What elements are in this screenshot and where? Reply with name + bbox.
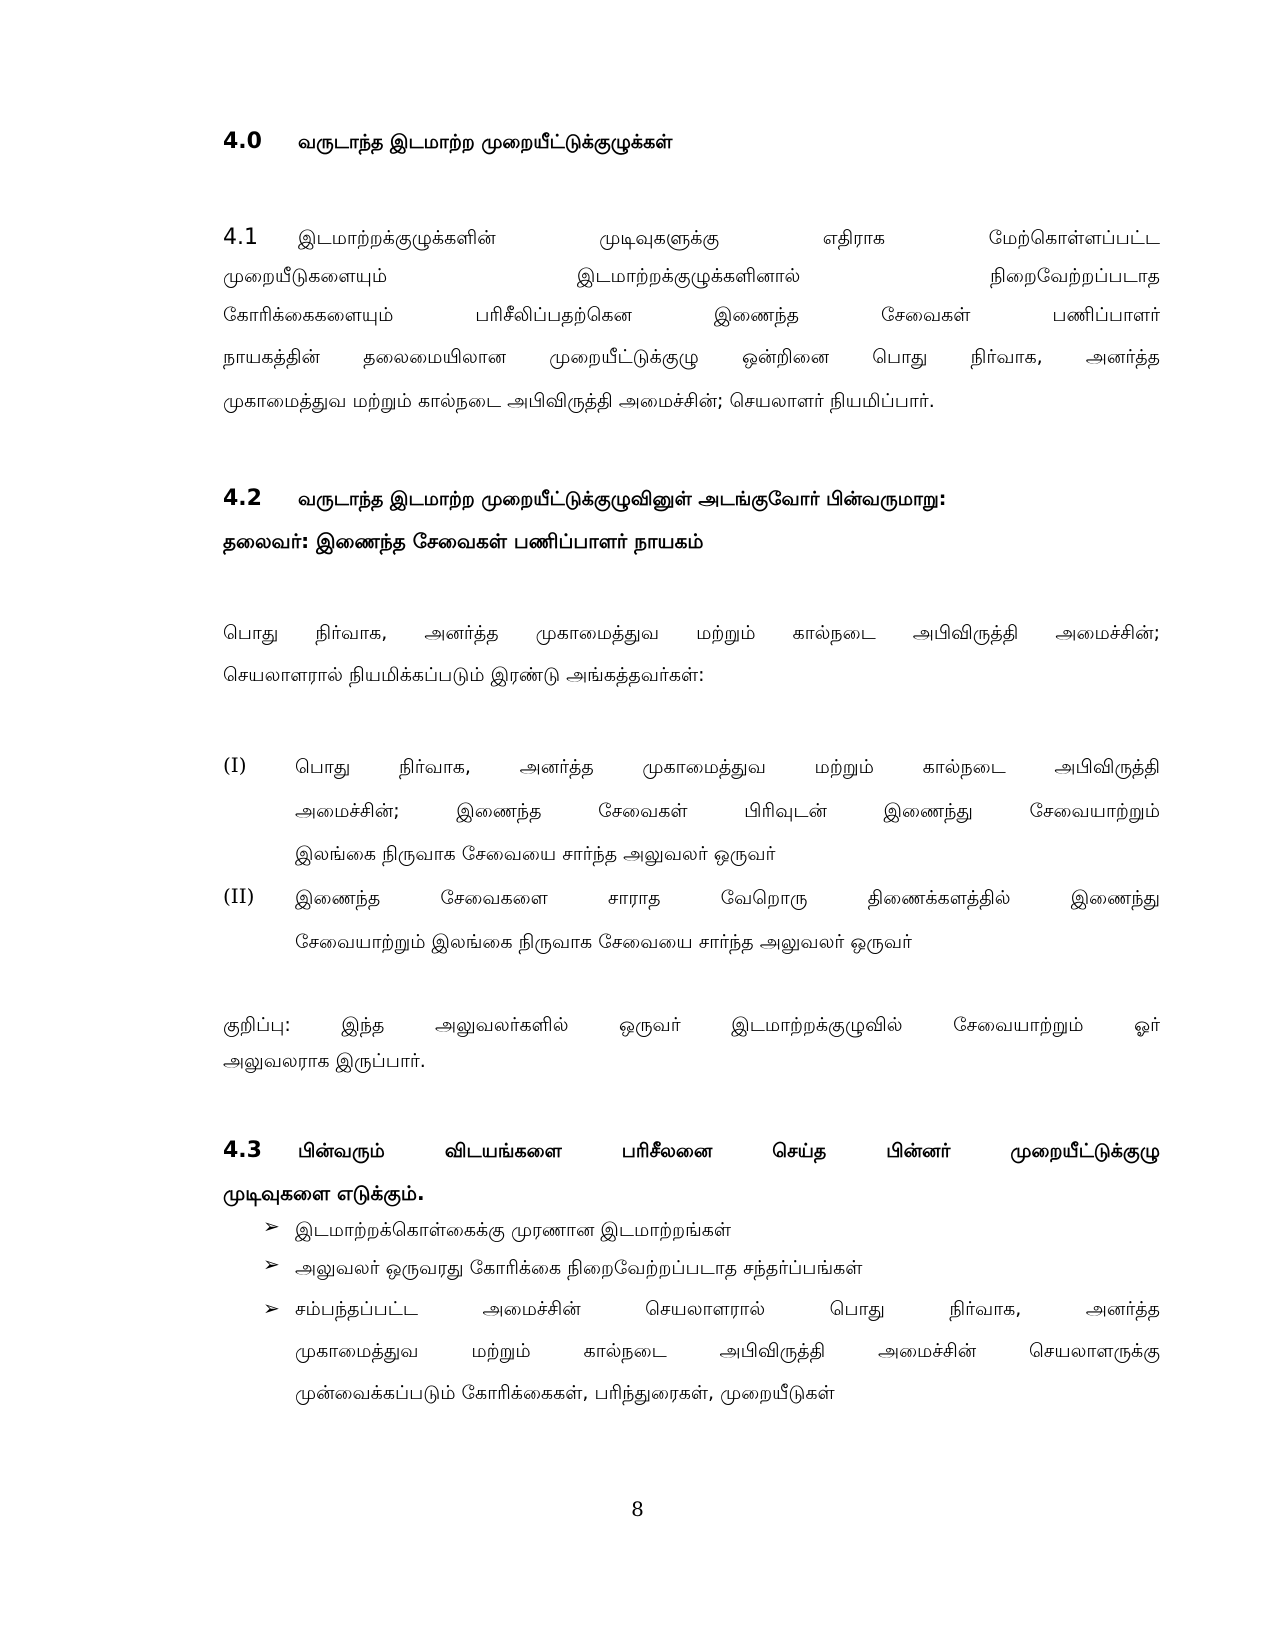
section-4-1 xyxy=(223,218,1160,424)
item-line: இணைந்த சேவைகளை சாராத வேறொரு திணைக்களத்தில் இணைந்து xyxy=(295,887,1160,909)
bullet-line: இடமாற்றக்கொள்கைக்கு முரணான இடமாற்றங்கள் xyxy=(295,1219,732,1241)
section-number: 4.0 xyxy=(223,129,262,154)
section-number: 4.2 xyxy=(223,486,262,511)
arrow-bullet-icon: ➢ xyxy=(263,1214,280,1238)
page-number: 8 xyxy=(631,1497,644,1521)
arrow-bullet-icon: ➢ xyxy=(263,1296,280,1320)
bullet-line: சம்பந்தப்பட்ட அமைச்சின் செயலாளரால் பொது நிர்வாக, அனர்த்த xyxy=(295,1298,1160,1320)
paragraph-line: நாயகத்தின் தலைமையிலான முறையீட்டுக்குழு ஒன்றினை பொது நிர்வாக, அனர்த்த xyxy=(223,346,1160,368)
bullet-line: அலுவலர் ஒருவரது கோரிக்கை நிறைவேற்றப்படாத சந்தர்ப்பங்கள் xyxy=(295,1257,863,1279)
item-line: சேவையாற்றும் இலங்கை நிருவாக சேவையை சார்ந்த அலுவலர் ஒருவர் xyxy=(295,931,912,953)
section-title: பின்வரும் விடயங்களை பரிசீலனை செய்த பின்னர் முறையீட்டுக்குழு xyxy=(298,1140,1160,1162)
section-4-2-heading xyxy=(223,478,1160,562)
item-label: (I) xyxy=(223,753,247,777)
note-line: குறிப்பு: இந்த அலுவலர்களில் ஒருவர் இடமாற்றக்குழுவில் சேவையாற்றும் ஓர் xyxy=(223,1014,1160,1036)
paragraph-line: கோரிக்கைகளையும் பரிசீலிப்பதற்கென இணைந்த சேவைகள் பணிப்பாளர் xyxy=(223,304,1160,326)
member-item-2 xyxy=(223,876,1160,966)
bullet-item-3 xyxy=(223,1288,1160,1418)
member-item-1 xyxy=(223,745,1160,875)
section-4-0-heading xyxy=(223,122,1160,162)
bullet-line: முகாமைத்துவ மற்றும் கால்நடை அபிவிருத்தி அமைச்சின் செயலாளருக்கு xyxy=(295,1340,1160,1362)
item-label: (II) xyxy=(223,884,255,908)
bullet-item-2 xyxy=(223,1248,1160,1288)
note-paragraph xyxy=(223,1007,1160,1079)
paragraph-line xyxy=(223,218,1160,258)
section-4-3-heading xyxy=(223,1130,1160,1214)
note-line: அலுவலராக இருப்பார். xyxy=(223,1050,426,1072)
paragraph-line: பொது நிர்வாக, அனர்த்த முகாமைத்துவ மற்றும் கால்நடை அபிவிருத்தி அமைச்சின்; xyxy=(223,622,1160,644)
bullet-line: முன்வைக்கப்படும் கோரிக்கைகள், பரிந்துரைகள், முறையீடுகள் xyxy=(295,1382,835,1404)
section-title: வருடாந்த இடமாற்ற முறையீட்டுக்குழுக்கள் xyxy=(298,131,673,153)
arrow-bullet-icon: ➢ xyxy=(263,1252,280,1276)
item-line: அமைச்சின்; இணைந்த சேவைகள் பிரிவுடன் இணைந்து சேவையாற்றும் xyxy=(295,800,1160,822)
item-line: இலங்கை நிருவாக சேவையை சார்ந்த அலுவலர் ஒருவர் xyxy=(295,843,776,865)
bullet-item-1 xyxy=(223,1212,1160,1248)
section-number: 4.1 xyxy=(223,225,258,250)
section-title: வருடாந்த இடமாற்ற முறையீட்டுக்குழுவினுள் அடங்குவோர் பின்வருமாறு: xyxy=(298,488,947,510)
item-line: பொது நிர்வாக, அனர்த்த முகாமைத்துவ மற்றும் கால்நடை அபிவிருத்தி xyxy=(295,756,1160,778)
paragraph-line: செயலாளரால் நியமிக்கப்படும் இரண்டு அங்கத்தவர்கள்: xyxy=(223,664,705,686)
section-number: 4.3 xyxy=(223,1138,262,1163)
section-4-2-intro xyxy=(223,612,1160,696)
chair-line: தலைவர்: இணைந்த சேவைகள் பணிப்பாளர் நாயகம் xyxy=(223,529,704,553)
paragraph-line: முறையீடுகளையும் இடமாற்றக்குழுக்களினால் நிறைவேற்றப்படாத xyxy=(223,265,1160,287)
section-title-continued: முடிவுகளை எடுக்கும். xyxy=(223,1181,425,1205)
paragraph-line: முகாமைத்துவ மற்றும் கால்நடை அபிவிருத்தி அமைச்சின்; செயலாளர் நியமிப்பார். xyxy=(223,390,935,412)
paragraph-line-text: இடமாற்றக்குழுக்களின் முடிவுகளுக்கு எதிராக மேற்கொள்ளப்பட்ட xyxy=(298,227,1160,249)
